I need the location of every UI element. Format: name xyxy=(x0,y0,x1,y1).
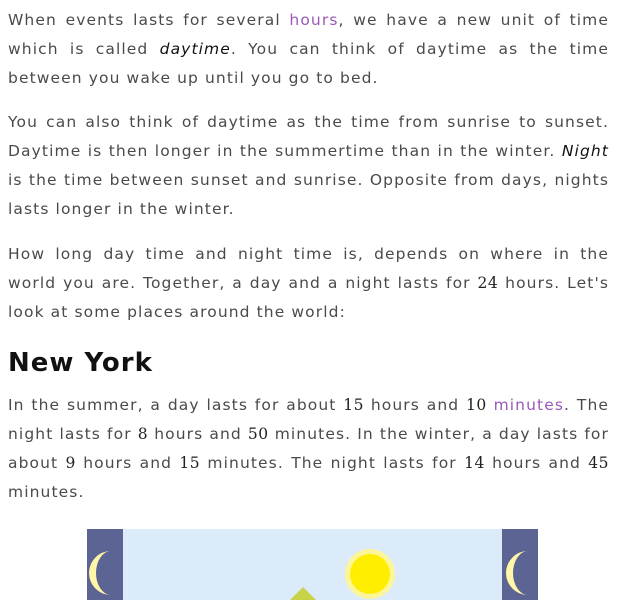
text-segment: hours. Let's look at some places around the world: xyxy=(8,274,609,321)
term-daytime: daytime xyxy=(159,40,231,58)
number-value: 45 xyxy=(588,454,610,472)
number-24: 24 xyxy=(477,274,499,292)
number-value: 10 xyxy=(466,396,487,414)
text-segment xyxy=(487,396,494,414)
text-segment: You can also think of daytime as the time from sunrise to sunset. Daytime is then longer in the summertime than in the winter. xyxy=(8,113,609,160)
number-value: 50 xyxy=(247,425,269,443)
paragraph-daytime xyxy=(8,6,609,93)
sun-icon xyxy=(350,554,390,594)
text-segment: is the time between sunset and sunrise. Opposite from days, nights lasts longer in the winter. xyxy=(8,171,609,218)
day-night-svg xyxy=(87,529,538,600)
link-hours[interactable]: hours xyxy=(289,11,339,29)
paragraph-night xyxy=(8,108,609,224)
article-content xyxy=(8,6,609,507)
number-value: 15 xyxy=(179,454,201,472)
number-value: 8 xyxy=(137,425,149,443)
text-segment: minutes. The night lasts for xyxy=(200,454,465,472)
text-segment: hours and xyxy=(148,425,248,443)
text-segment: In the summer, a day lasts for about xyxy=(8,396,344,414)
text-segment: . You can think of daytime as the time between you wake up until you go to bed. xyxy=(8,40,609,87)
text-segment: hours and xyxy=(364,396,467,414)
text-segment: hours and xyxy=(484,454,589,472)
number-value: 14 xyxy=(464,454,485,472)
text-segment: When events lasts for several xyxy=(8,11,290,29)
text-segment: minutes. xyxy=(8,483,85,501)
sky-panel xyxy=(123,529,502,600)
paragraph-world xyxy=(8,240,609,327)
night-panel-right xyxy=(502,529,538,600)
number-value: 15 xyxy=(343,396,365,414)
link-minutes[interactable]: minutes xyxy=(493,396,565,414)
text-segment: , we have a new unit of time which is called xyxy=(8,11,609,58)
text-segment: hours and xyxy=(75,454,180,472)
term-night: Night xyxy=(561,142,609,160)
text-segment: minutes. In the winter, a day lasts for about xyxy=(8,425,609,472)
number-value: 9 xyxy=(65,454,76,472)
day-night-illustration xyxy=(87,529,538,600)
paragraph-new-york xyxy=(8,391,609,507)
text-segment: . The night lasts for xyxy=(8,396,610,443)
text-segment: How long day time and night time is, depends on where in the world you are. Together, a day and a night lasts for xyxy=(8,245,609,292)
heading-new-york: New York xyxy=(8,348,153,378)
